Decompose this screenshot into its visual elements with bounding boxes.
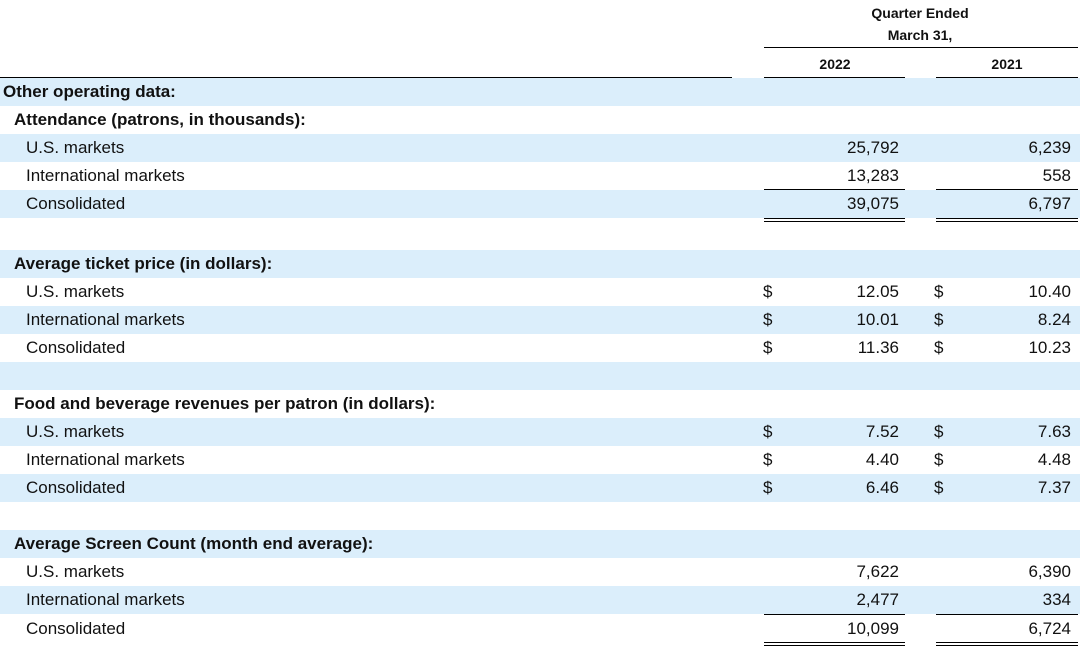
section-heading-row bbox=[0, 530, 1080, 558]
row-label: Consolidated bbox=[26, 338, 126, 357]
row-label: Consolidated bbox=[26, 478, 126, 497]
table-row bbox=[0, 474, 1080, 502]
value-2022: 7,622 bbox=[856, 562, 899, 581]
table-row bbox=[0, 446, 1080, 474]
value-2021: 6,390 bbox=[1028, 562, 1071, 581]
row-label: Consolidated bbox=[26, 194, 126, 213]
currency-symbol: $ bbox=[763, 282, 773, 301]
currency-symbol: $ bbox=[934, 422, 944, 441]
currency-symbol: $ bbox=[934, 450, 944, 469]
value-2022: 4.40 bbox=[865, 450, 899, 469]
value-2021: 6,797 bbox=[1028, 194, 1071, 213]
currency-symbol: $ bbox=[934, 338, 944, 357]
section-heading-screen-count: Average Screen Count (month end average): bbox=[14, 534, 374, 553]
value-2022: 7.52 bbox=[865, 422, 899, 441]
table-row bbox=[0, 558, 1080, 586]
value-2022: 2,477 bbox=[856, 590, 899, 609]
row-label: International markets bbox=[26, 590, 185, 609]
value-2021: 4.48 bbox=[1037, 450, 1071, 469]
table-row bbox=[0, 162, 1080, 190]
column-header-2021: 2021 bbox=[991, 56, 1023, 72]
row-label: U.S. markets bbox=[26, 138, 125, 157]
table-row bbox=[0, 190, 1080, 218]
table-row bbox=[0, 134, 1080, 162]
row-label: International markets bbox=[26, 310, 185, 329]
value-2021: 8.24 bbox=[1037, 310, 1071, 329]
table-row bbox=[0, 334, 1080, 362]
currency-symbol: $ bbox=[763, 478, 773, 497]
section-heading-attendance: Attendance (patrons, in thousands): bbox=[14, 110, 306, 129]
value-2022: 25,792 bbox=[847, 138, 899, 157]
currency-symbol: $ bbox=[934, 478, 944, 497]
currency-symbol: $ bbox=[763, 450, 773, 469]
table-title: Other operating data: bbox=[3, 82, 176, 101]
table-title-row bbox=[0, 78, 1080, 106]
total-double-rule-2021 bbox=[936, 642, 1078, 646]
value-2021: 6,239 bbox=[1028, 138, 1071, 157]
total-double-rule-2021 bbox=[936, 218, 1078, 222]
section-heading-row bbox=[0, 106, 1080, 134]
section-heading-row bbox=[0, 390, 1080, 418]
table-row bbox=[0, 278, 1080, 306]
total-double-rule-2022 bbox=[764, 218, 905, 222]
section-heading-row bbox=[0, 250, 1080, 278]
row-label: International markets bbox=[26, 450, 185, 469]
value-2022: 6.46 bbox=[865, 478, 899, 497]
row-label: U.S. markets bbox=[26, 562, 125, 581]
spacer-row bbox=[0, 362, 1080, 390]
section-heading-ticket-price: Average ticket price (in dollars): bbox=[14, 254, 273, 273]
value-2022: 12.05 bbox=[856, 282, 899, 301]
section-heading-food-beverage: Food and beverage revenues per patron (in dollars): bbox=[14, 394, 436, 413]
value-2021: 10.40 bbox=[1028, 282, 1071, 301]
currency-symbol: $ bbox=[763, 338, 773, 357]
currency-symbol: $ bbox=[934, 310, 944, 329]
value-2021: 7.37 bbox=[1037, 478, 1071, 497]
row-label: Consolidated bbox=[26, 619, 126, 638]
currency-symbol: $ bbox=[763, 422, 773, 441]
table-row bbox=[0, 418, 1080, 446]
value-2022: 39,075 bbox=[847, 194, 899, 213]
value-2022: 10.01 bbox=[856, 310, 899, 329]
period-header-line2: March 31, bbox=[887, 27, 953, 43]
value-2021: 558 bbox=[1042, 166, 1071, 185]
currency-symbol: $ bbox=[763, 310, 773, 329]
table-row bbox=[0, 306, 1080, 334]
column-header-2022: 2022 bbox=[819, 56, 851, 72]
row-label: International markets bbox=[26, 166, 185, 185]
value-2021: 7.63 bbox=[1037, 422, 1071, 441]
period-header-line1: Quarter Ended bbox=[871, 5, 969, 21]
table-row bbox=[0, 586, 1080, 614]
value-2022: 11.36 bbox=[857, 338, 899, 357]
value-2021: 6,724 bbox=[1028, 619, 1071, 638]
total-double-rule-2022 bbox=[764, 642, 905, 646]
value-2022: 13,283 bbox=[847, 166, 899, 185]
currency-symbol: $ bbox=[934, 282, 944, 301]
row-label: U.S. markets bbox=[26, 422, 125, 441]
period-header-rule bbox=[764, 47, 1078, 48]
row-label: U.S. markets bbox=[26, 282, 125, 301]
table-row bbox=[0, 615, 1080, 643]
value-2021: 334 bbox=[1042, 590, 1071, 609]
value-2021: 10.23 bbox=[1028, 338, 1071, 357]
value-2022: 10,099 bbox=[847, 619, 899, 638]
